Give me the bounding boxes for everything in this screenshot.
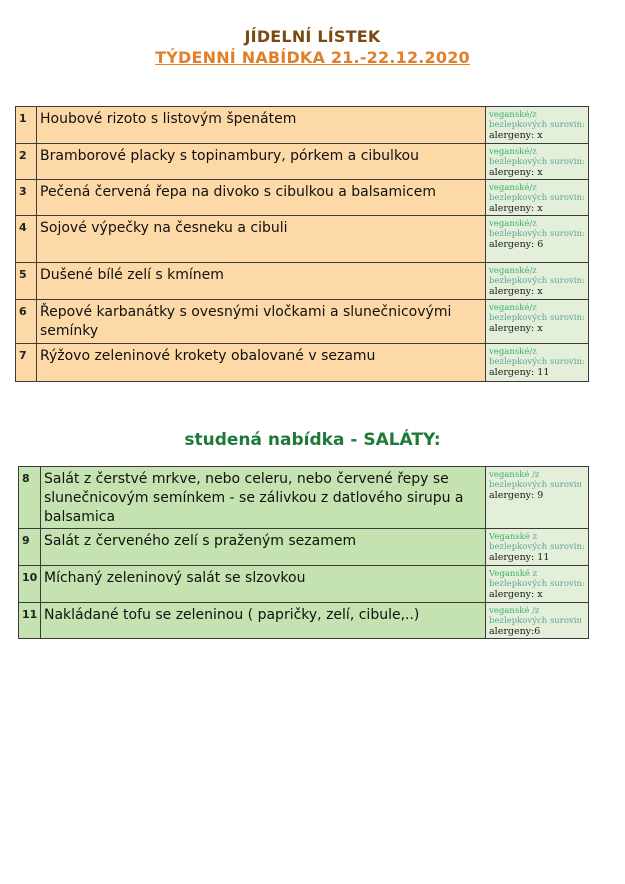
diet-info: [486, 344, 589, 382]
diet-info: [486, 107, 589, 144]
allergens: alergeny: 9: [489, 490, 544, 501]
menu-row: [19, 603, 589, 639]
menu-row: [16, 180, 589, 216]
dish-name: Bramborové placky s topinambury, pórkem a cibulkou: [37, 144, 486, 180]
item-number: 1: [16, 107, 37, 144]
gluten-free-label: z bezlepkových surovin:: [489, 532, 585, 552]
item-number: 6: [16, 300, 37, 344]
vegan-label: veganské: [489, 606, 533, 616]
vegan-label: veganské/: [489, 183, 533, 193]
vegan-label: veganské/: [489, 219, 533, 229]
diet-info: [486, 180, 589, 216]
gluten-free-label: z bezlepkových surovin:: [489, 147, 585, 167]
diet-info: [486, 566, 589, 603]
menu-row: [19, 566, 589, 603]
vegan-label: veganské/: [489, 110, 533, 120]
allergens: alergeny: 11: [489, 552, 550, 563]
item-number: 2: [16, 144, 37, 180]
allergens: alergeny: x: [489, 323, 543, 334]
gluten-free-label: /z bezlepkových surovin: [489, 606, 582, 626]
gluten-free-label: z bezlepkových surovin:: [489, 110, 585, 130]
menu-title: JÍDELNÍ LÍSTEK: [244, 27, 381, 46]
diet-info: [486, 529, 589, 566]
gluten-free-label: z bezlepkových surovin:: [489, 569, 585, 589]
gluten-free-label: z bezlepkových surovin:: [489, 266, 585, 286]
item-number: 3: [16, 180, 37, 216]
dish-name: Sojové výpečky na česneku a cibuli: [37, 216, 486, 263]
salad-menu-table: [18, 466, 589, 639]
diet-info: [486, 216, 589, 263]
dish-name: Pečená červená řepa na divoko s cibulkou a balsamicem: [37, 180, 486, 216]
dish-name: Dušené bílé zelí s kmínem: [37, 263, 486, 300]
gluten-free-label: z bezlepkových surovin:: [489, 347, 585, 367]
diet-info: [486, 144, 589, 180]
menu-row: [16, 107, 589, 144]
allergens: alergeny:6: [489, 626, 541, 637]
gluten-free-label: /z bezlepkových surovin: [489, 470, 582, 490]
allergens: alergeny: x: [489, 589, 543, 600]
item-number: 5: [16, 263, 37, 300]
vegan-label: Veganské: [489, 532, 533, 542]
vegan-label: veganské/: [489, 347, 533, 357]
diet-info: [486, 300, 589, 344]
diet-info: [486, 467, 589, 529]
gluten-free-label: z bezlepkových surovin:: [489, 219, 585, 239]
allergens: alergeny: x: [489, 167, 543, 178]
dish-name: Salát z červeného zelí s praženým sezamem: [41, 529, 486, 566]
hot-menu-table: [15, 106, 589, 382]
menu-row: [19, 529, 589, 566]
vegan-label: veganské: [489, 470, 533, 480]
vegan-label: veganské/: [489, 266, 533, 276]
menu-row: [16, 344, 589, 382]
diet-info: [486, 263, 589, 300]
dish-name: Míchaný zeleninový salát se slzovkou: [41, 566, 486, 603]
dish-name: Řepové karbanátky s ovesnými vločkami a slunečnicovými semínky: [37, 300, 486, 344]
vegan-label: Veganské: [489, 569, 533, 579]
menu-row: [16, 144, 589, 180]
vegan-label: veganské/: [489, 303, 533, 313]
allergens: alergeny: x: [489, 286, 543, 297]
item-number: 11: [19, 603, 41, 639]
gluten-free-label: z bezlepkových surovin:: [489, 303, 585, 323]
allergens: alergeny: x: [489, 130, 543, 141]
item-number: 9: [19, 529, 41, 566]
dish-name: Nakládané tofu se zeleninou ( papričky, zelí, cibule,..): [41, 603, 486, 639]
allergens: alergeny: 11: [489, 367, 550, 378]
dish-name: Salát z čerstvé mrkve, nebo celeru, nebo červené řepy se slunečnicovým semínkem - se zálivkou z datlového sirupu a balsamica: [41, 467, 486, 529]
menu-row: [16, 263, 589, 300]
item-number: 10: [19, 566, 41, 603]
diet-info: [486, 603, 589, 639]
item-number: 4: [16, 216, 37, 263]
menu-row: [16, 216, 589, 263]
menu-row: [19, 467, 589, 529]
dish-name: Rýžovo zeleninové krokety obalované v sezamu: [37, 344, 486, 382]
allergens: alergeny: x: [489, 203, 543, 214]
allergens: alergeny: 6: [489, 239, 544, 250]
cold-menu-heading: studená nabídka - SALÁTY:: [184, 430, 441, 450]
item-number: 7: [16, 344, 37, 382]
item-number: 8: [19, 467, 41, 529]
gluten-free-label: z bezlepkových surovin:: [489, 183, 585, 203]
week-offer-heading: TÝDENNÍ NABÍDKA 21.-22.12.2020: [155, 48, 470, 67]
dish-name: Houbové rizoto s listovým špenátem: [37, 107, 486, 144]
vegan-label: veganské/: [489, 147, 533, 157]
menu-row: [16, 300, 589, 344]
